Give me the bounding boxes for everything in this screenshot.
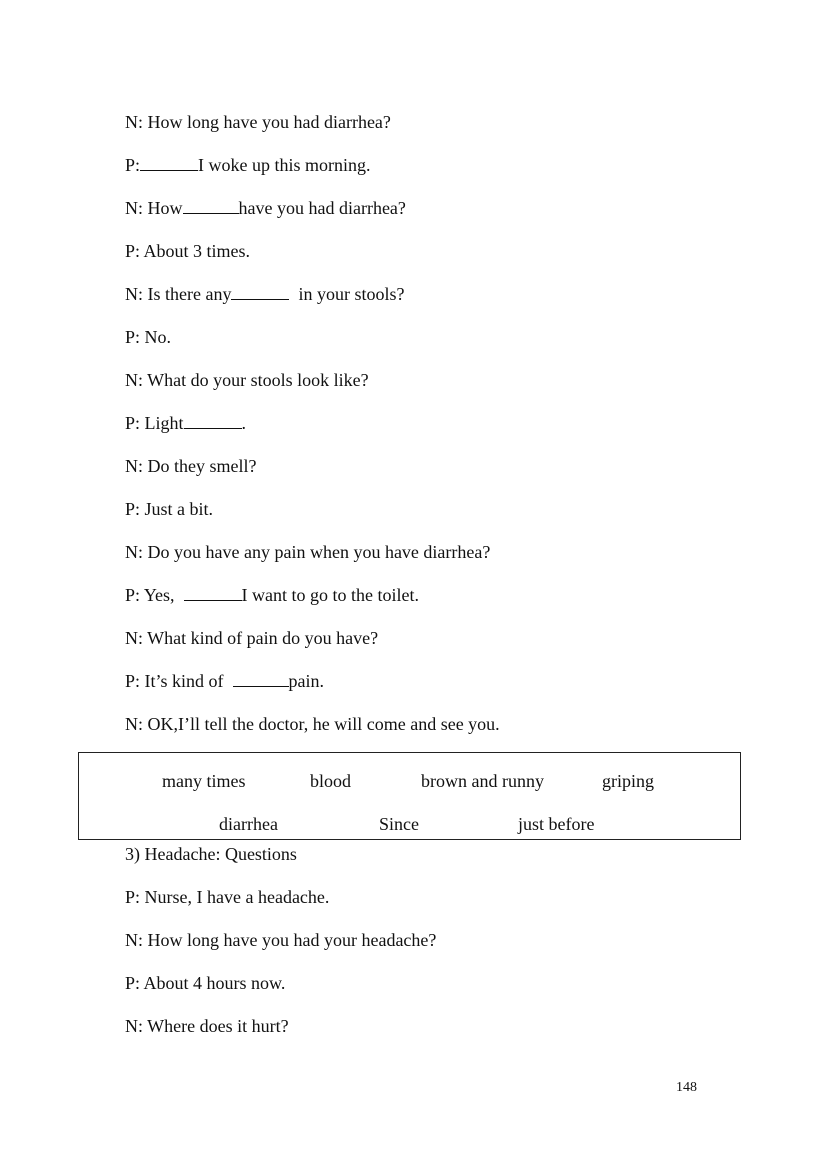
line-text: . (241, 413, 247, 433)
dialogue-line: N: Where does it hurt? (125, 1016, 289, 1036)
fill-in-blank[interactable] (184, 412, 242, 429)
dialogue-line: P: About 4 hours now. (125, 973, 286, 993)
dialogue-line (125, 670, 324, 692)
fill-in-blank[interactable] (184, 584, 242, 601)
line-text: P: Just a bit. (125, 499, 214, 519)
line-text: N: What do your stools look like? (125, 370, 369, 390)
dialogue-line (125, 111, 391, 133)
fill-in-blank[interactable] (183, 197, 239, 214)
line-text: P: Light (125, 413, 184, 433)
line-text: I want to go to the toilet. (241, 585, 420, 605)
word-option: blood (310, 771, 352, 791)
dialogue-line (125, 154, 371, 176)
line-text: have you had diarrhea? (238, 198, 406, 218)
line-text: N: Do you have any pain when you have diarrhea? (125, 542, 491, 562)
word-option: many times (162, 771, 246, 791)
word-bank-box (78, 752, 741, 840)
line-text: N: Is there any (125, 284, 232, 304)
dialogue-line (125, 283, 404, 305)
line-text: I woke up this morning. (198, 155, 371, 175)
line-text: N: OK,I’ll tell the doctor, he will come and see you. (125, 714, 500, 734)
word-option: griping (602, 771, 654, 791)
dialogue-line (125, 369, 369, 391)
page-number: 148 (676, 1080, 697, 1095)
dialogue-line (125, 541, 490, 563)
line-text: N: What kind of pain do you have? (125, 628, 379, 648)
fill-in-blank[interactable] (233, 670, 289, 687)
dialogue-line (125, 498, 213, 520)
dialogue-line (125, 713, 500, 735)
word-option: just before (518, 814, 595, 834)
line-text: P: (125, 155, 141, 175)
fill-in-blank[interactable] (140, 154, 198, 171)
dialogue-line (125, 326, 171, 348)
line-text: P: About 3 times. (125, 241, 251, 261)
fill-in-blank[interactable] (231, 283, 289, 300)
dialogue-line (125, 584, 419, 606)
line-text: pain. (288, 671, 325, 691)
line-text: N: Do they smell? (125, 456, 257, 476)
line-text: P: It’s kind of (125, 671, 233, 691)
dialogue-line (125, 197, 406, 219)
dialogue-line (125, 240, 250, 262)
dialogue-line (125, 627, 378, 649)
word-option: diarrhea (219, 814, 278, 834)
dialogue-line (125, 412, 246, 434)
line-text: N: How (125, 198, 183, 218)
dialogue-line (125, 455, 256, 477)
dialogue-line: P: Nurse, I have a headache. (125, 887, 330, 907)
dialogue-line: N: How long have you had your headache? (125, 930, 437, 950)
line-text: P: Yes, (125, 585, 184, 605)
line-text: N: How long have you had diarrhea? (125, 112, 391, 132)
section-heading: 3) Headache: Questions (125, 844, 297, 864)
word-option: brown and runny (421, 771, 544, 791)
line-text: P: No. (125, 327, 172, 347)
line-text: in your stools? (289, 284, 405, 304)
word-option: Since (379, 814, 419, 834)
